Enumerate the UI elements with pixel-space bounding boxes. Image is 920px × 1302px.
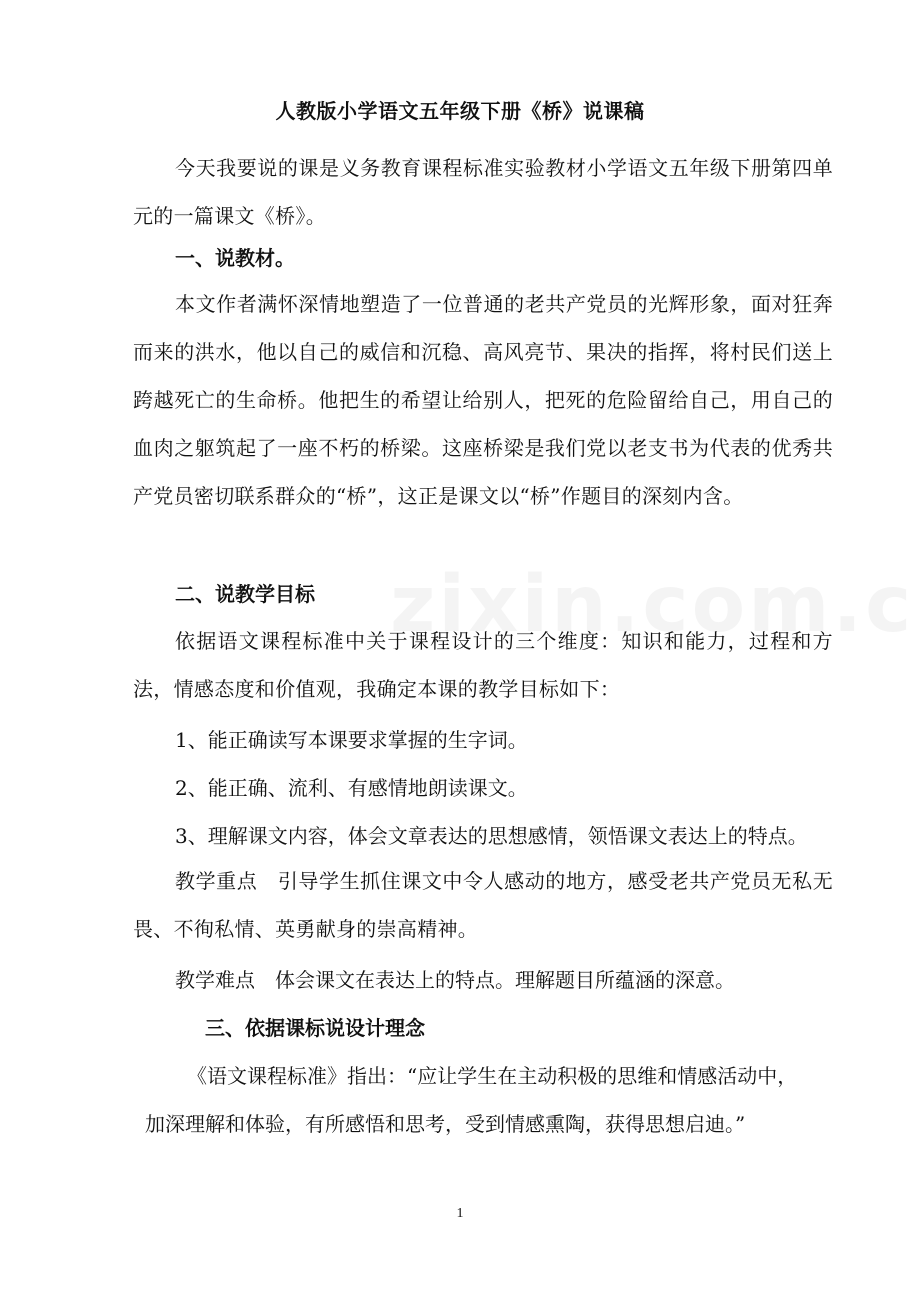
intro-paragraph: 今天我要说的课是义务教育课程标准实验教材小学语文五年级下册第四单元的一篇课文《桥》。 [133, 156, 833, 228]
quote-line-1: 《语文课程标准》指出：“应让学生在主动积极的思维和情感活动中， [187, 1064, 798, 1088]
key-point-paragraph: 教学重点 引导学生抓住课文中令人感动的地方，感受老共产党员无私无畏、不徇私情、英勇献身的崇高精神。 [133, 869, 833, 941]
teaching-material-paragraph: 本文作者满怀深情地塑造了一位普通的老共产党员的光辉形象，面对狂奔而来的洪水，他以自己的威信和沉稳、高风亮节、果决的指挥，将村民们送上跨越死亡的生命桥。他把生的希望让给别人，把死的危险留给自己，用自己的血肉之躯筑起了一座不朽的桥梁。这座桥梁是我们党以老支书为代表的优秀共产党员密切联系群众的“桥”，这正是课文以“桥”作题目的深刻内含。 [133, 292, 833, 508]
section-heading-teaching-material: 一、说教材。 [175, 246, 295, 270]
goal-item-2: 2、能正确、流利、有感情地朗读课文。 [175, 776, 528, 800]
quote-line-2: 加深理解和体验，有所感悟和思考，受到情感熏陶，获得思想启迪。” [145, 1112, 746, 1136]
section-heading-design-concept: 三、依据课标说设计理念 [205, 1016, 425, 1040]
section-heading-teaching-goals: 二、说教学目标 [175, 582, 315, 606]
teaching-goals-paragraph: 依据语文课程标准中关于课程设计的三个维度：知识和能力，过程和方法，情感态度和价值观，我确定本课的教学目标如下： [133, 629, 833, 701]
difficulty-line: 教学难点 体会课文在表达上的特点。理解题目所蕴涵的深意。 [175, 968, 735, 992]
page-title: 人教版小学语文五年级下册《桥》说课稿 [275, 99, 645, 123]
goal-item-3: 3、理解课文内容，体会文章表达的思想感情，领悟课文表达上的特点。 [175, 824, 808, 848]
goal-item-1: 1、能正确读写本课要求掌握的生字词。 [175, 728, 528, 752]
page-number: 1 [456, 1206, 464, 1221]
